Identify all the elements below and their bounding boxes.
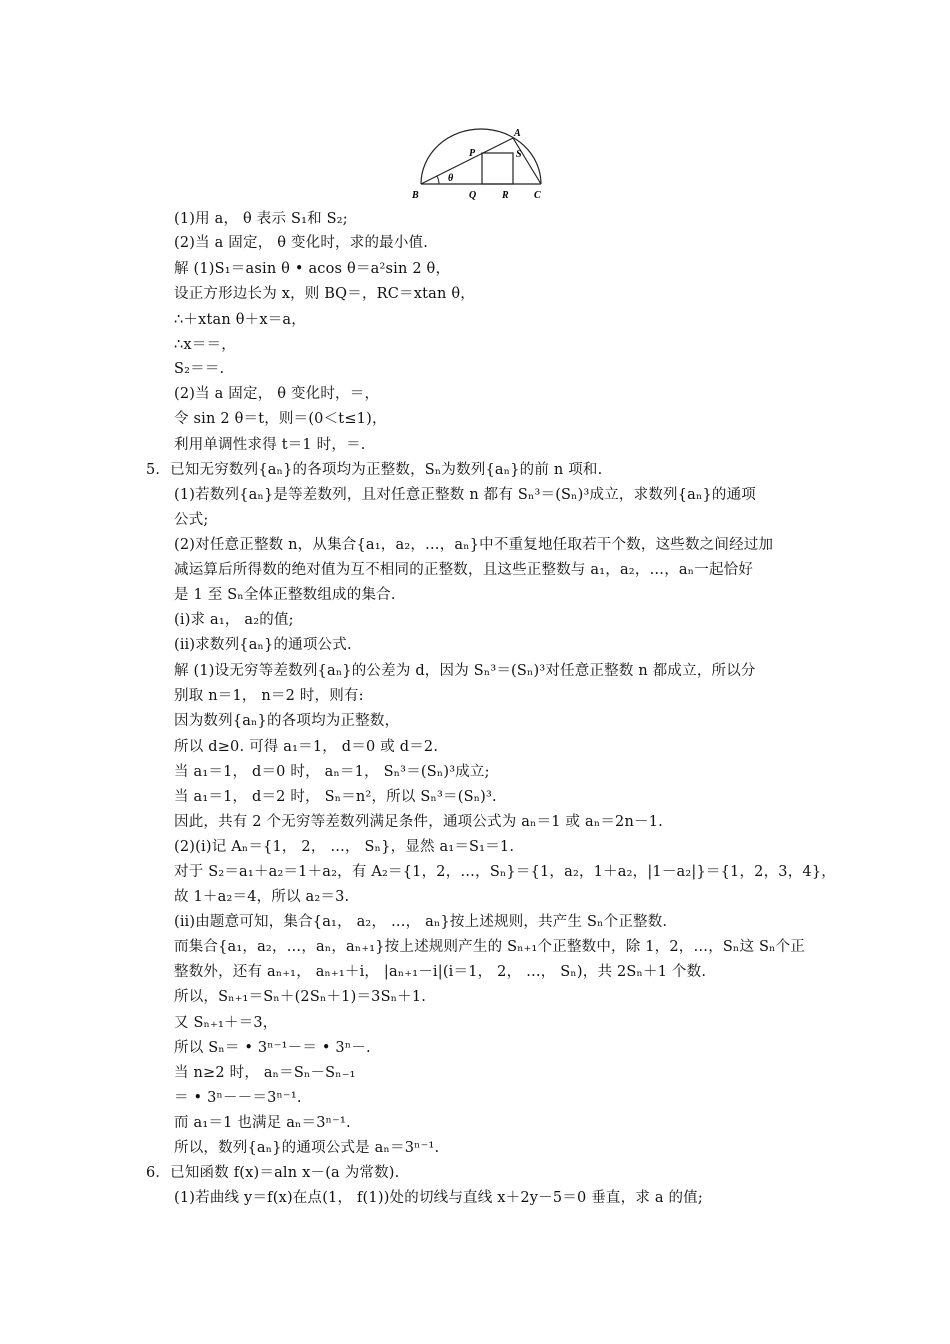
text-line: (ⅰ)求 a₁， a₂的值; — [174, 612, 294, 628]
semicircle-arc — [421, 129, 541, 184]
label-r: R — [502, 190, 509, 200]
label-s: S — [516, 149, 522, 160]
label-b: B — [412, 190, 419, 200]
text-line: 是 1 至 Sₙ全体正整数组成的集合. — [174, 587, 396, 603]
text-line: 当 a₁＝1， d＝2 时， Sₙ＝n²，所以 Sₙ³＝(Sₙ)³. — [174, 789, 497, 805]
text-line: 当 a₁＝1， d＝0 时， aₙ＝1， Sₙ³＝(Sₙ)³成立; — [174, 764, 490, 780]
text-line: 公式; — [174, 512, 209, 528]
square-pqrs — [482, 153, 513, 184]
text-line: 所以，Sₙ₊₁＝Sₙ＋(2Sₙ＋1)＝3Sₙ＋1. — [174, 989, 427, 1005]
text-line: 解 (1)设无穷等差数列{aₙ}的公差为 d，因为 Sₙ³＝(Sₙ)³对任意正整数 n 都成立，所以分 — [174, 663, 756, 679]
text-line: 所以 Sₙ＝ • 3ⁿ⁻¹－＝ • 3ⁿ－. — [174, 1040, 371, 1056]
text-line: 利用单调性求得 t＝1 时，＝. — [174, 437, 366, 453]
text-line: (1)若曲线 y＝f(x)在点(1， f(1))处的切线与直线 x＋2y－5＝0 垂直，求 a 的值; — [174, 1190, 703, 1206]
text-line: 对于 S₂＝a₁＋a₂＝1＋a₂，有 A₂＝{1，2，…，Sₙ}＝{1，a₂，1＋a₂，|1－a₂|}＝{1，2，3，4}， — [174, 864, 836, 880]
text-line: ∴x＝＝， — [174, 337, 236, 353]
label-p: P — [469, 148, 476, 159]
segment-ac — [513, 138, 541, 184]
label-q: Q — [469, 190, 477, 200]
text-line: (2)(ⅰ)记 Aₙ＝{1， 2， …， Sₙ}，显然 a₁＝S₁＝1. — [174, 839, 515, 855]
text-line: 整数外，还有 aₙ₊₁， aₙ₊₁＋i， |aₙ₊₁－i|(i＝1， 2， …， Sₙ)，共 2Sₙ＋1 个数. — [174, 964, 707, 980]
text-line: 当 n≥2 时， aₙ＝Sₙ－Sₙ₋₁ — [174, 1065, 356, 1081]
text-line: ＝ • 3ⁿ－－＝3ⁿ⁻¹. — [174, 1090, 302, 1106]
label-c: C — [534, 190, 541, 200]
text-line: 别取 n＝1， n＝2 时，则有: — [174, 688, 364, 704]
semicircle-square-diagram — [406, 126, 556, 200]
problem-6-heading: 6．已知函数 f(x)＝aln x－(a 为常数). — [146, 1165, 400, 1181]
text-line: 设正方形边长为 x，则 BQ＝，RC＝xtan θ， — [174, 286, 475, 302]
text-line: 所以 d≥0. 可得 a₁＝1， d＝0 或 d＝2. — [174, 739, 439, 755]
text-line: 令 sin 2 θ＝t，则＝(0＜t≤1)， — [174, 411, 387, 427]
angle-arc — [437, 176, 439, 184]
problem-5-heading: 5．已知无穷数列{aₙ}的各项均为正整数，Sₙ为数列{aₙ}的前 n 项和. — [146, 462, 603, 478]
text-line: 解 (1)S₁＝asin θ • acos θ＝a²sin 2 θ， — [174, 261, 451, 277]
text-line: (1)用 a， θ 表示 S₁和 S₂; — [174, 211, 348, 227]
text-line: 而集合{a₁，a₂，…，aₙ，aₙ₊₁}按上述规则产生的 Sₙ₊₁个正整数中，除 1，2，…，Sₙ这 Sₙ个正 — [174, 939, 806, 955]
text-line: (1)若数列{aₙ}是等差数列，且对任意正整数 n 都有 Sₙ³＝(Sₙ)³成立，求数列{aₙ}的通项 — [174, 487, 756, 503]
text-line: 故 1＋a₂＝4，所以 a₂＝3. — [174, 889, 350, 905]
text-line: 因此，共有 2 个无穷等差数列满足条件，通项公式为 aₙ＝1 或 aₙ＝2n－1. — [174, 814, 663, 830]
text-line: 减运算后所得数的绝对值为互不相同的正整数，且这些正整数与 a₁，a₂，…，aₙ一起恰好 — [174, 562, 754, 578]
label-theta: θ — [448, 173, 454, 184]
text-line: (2)当 a 固定， θ 变化时，＝， — [174, 386, 380, 402]
text-line: (ⅱ)求数列{aₙ}的通项公式. — [174, 637, 352, 653]
text-line: ∴＋xtan θ＋x＝a， — [174, 312, 306, 328]
text-line: S₂＝＝. — [174, 361, 225, 377]
text-line: (2)对任意正整数 n，从集合{a₁，a₂，…，aₙ}中不重复地任取若干个数，这些数之间经过加 — [174, 537, 774, 553]
text-line: 而 a₁＝1 也满足 aₙ＝3ⁿ⁻¹. — [174, 1115, 351, 1131]
text-line: (ⅱ)由题意可知，集合{a₁， a₂， …， aₙ}按上述规则，共产生 Sₙ个正整数. — [174, 914, 668, 930]
segment-ba — [421, 138, 513, 184]
text-line: 因为数列{aₙ}的各项均为正整数， — [174, 713, 400, 729]
geometry-figure — [406, 126, 556, 200]
label-a: A — [514, 128, 521, 139]
text-line: 又 Sₙ₊₁＋＝3， — [174, 1015, 278, 1031]
text-line: 所以，数列{aₙ}的通项公式是 aₙ＝3ⁿ⁻¹. — [174, 1140, 440, 1156]
text-line: (2)当 a 固定， θ 变化时，求的最小值. — [174, 235, 429, 251]
